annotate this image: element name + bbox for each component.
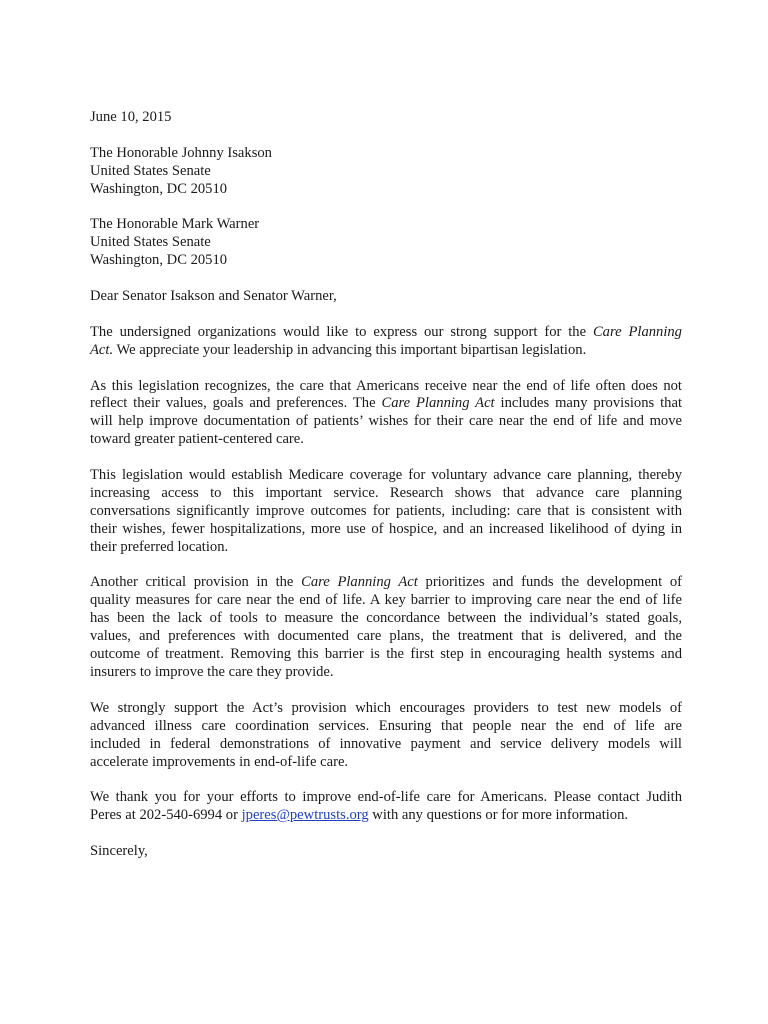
paragraph-line: toward greater patient-centered care.	[90, 431, 304, 448]
paragraph-line: conversations significantly improve outcomes for patients, including: care that is consistent with	[90, 502, 682, 519]
paragraph-line: outcome of treatment. Removing this barrier is the first step in encouraging health systems and	[90, 646, 682, 663]
salutation-text: Dear Senator Isakson and Senator Warner,	[90, 288, 337, 305]
text-run: reflect their values, goals and preferences. The	[90, 395, 382, 412]
contact-email-link[interactable]: jperes@pewtrusts.org	[241, 807, 369, 824]
paragraph-line	[90, 807, 682, 825]
act-title: Care Planning	[592, 323, 682, 340]
paragraph-line: increasing access to this important service. Research shows that advance care planning	[90, 484, 682, 501]
paragraph-line: has been the lack of tools to measure the concordance between the individual’s stated goals,	[90, 610, 682, 627]
letter-date	[90, 109, 682, 127]
paragraph-medicare	[90, 467, 682, 557]
text-run: Another critical provision in the	[90, 574, 302, 591]
recipient-org: United States Senate	[90, 234, 211, 251]
paragraph-line: included in federal demonstrations of innovative payment and service delivery models will	[90, 735, 682, 752]
recipient-name: The Honorable Mark Warner	[90, 216, 260, 233]
paragraph-line	[90, 342, 682, 360]
paragraph-line: advanced illness care coordination services. Ensuring that people near the end of life are	[90, 717, 682, 734]
paragraph-care-models	[90, 700, 682, 772]
paragraph-line: quality measures for care near the end of life. A key barrier to improving care near the end of life	[90, 592, 682, 609]
date-text: June 10, 2015	[90, 109, 172, 125]
text-run: We appreciate your leadership in advancing this important bipartisan legislation.	[113, 341, 587, 358]
text-run: includes many provisions that	[494, 395, 682, 412]
paragraph-line: We thank you for your efforts to improve end-of-life care for Americans. Please contact Judith	[90, 789, 682, 806]
closing-text: Sincerely,	[90, 843, 148, 859]
recipient-address-1	[90, 145, 682, 199]
paragraph-support	[90, 324, 682, 360]
recipient-address: Washington, DC 20510	[90, 180, 228, 197]
paragraph-line	[90, 395, 682, 413]
act-title: Act.	[90, 341, 114, 358]
salutation	[90, 288, 682, 306]
paragraph-line: insurers to improve the care they provide.	[90, 663, 334, 680]
letter-page	[90, 109, 682, 879]
text-run: prioritizes and funds the development of	[417, 574, 683, 591]
paragraph-line: their preferred location.	[90, 538, 229, 555]
paragraph-quality-measures	[90, 574, 682, 681]
closing	[90, 843, 682, 861]
act-title: Care Planning Act	[301, 574, 418, 591]
paragraph-line	[90, 574, 682, 592]
paragraph-line: will help improve documentation of patients’ wishes for their care near the end of life and move	[90, 413, 682, 430]
text-run: with any questions or for more information.	[368, 807, 629, 824]
act-title: Care Planning Act	[381, 395, 495, 412]
paragraph-line: values, and preferences with documented care plans, the treatment that is delivered, and the	[90, 628, 682, 645]
recipient-name: The Honorable Johnny Isakson	[90, 144, 272, 161]
paragraph-line: We strongly support the Act’s provision which encourages providers to test new models of	[90, 699, 682, 716]
paragraph-recognition	[90, 378, 682, 450]
recipient-address-2	[90, 216, 682, 270]
paragraph-line: As this legislation recognizes, the care that Americans receive near the end of life often does not	[90, 377, 682, 394]
paragraph-line: their wishes, fewer hospitalizations, more use of hospice, and an increased likelihood of dying in	[90, 520, 682, 537]
text-run: The undersigned organizations would like to express our strong support for the	[90, 323, 593, 340]
recipient-org: United States Senate	[90, 162, 211, 179]
paragraph-line: accelerate improvements in end-of-life care.	[90, 753, 349, 770]
paragraph-line: This legislation would establish Medicare coverage for voluntary advance care planning, thereby	[90, 467, 682, 484]
text-run: Peres at 202-540-6994 or	[90, 807, 242, 824]
paragraph-line	[90, 324, 682, 342]
paragraph-contact	[90, 789, 682, 825]
recipient-address: Washington, DC 20510	[90, 252, 228, 269]
